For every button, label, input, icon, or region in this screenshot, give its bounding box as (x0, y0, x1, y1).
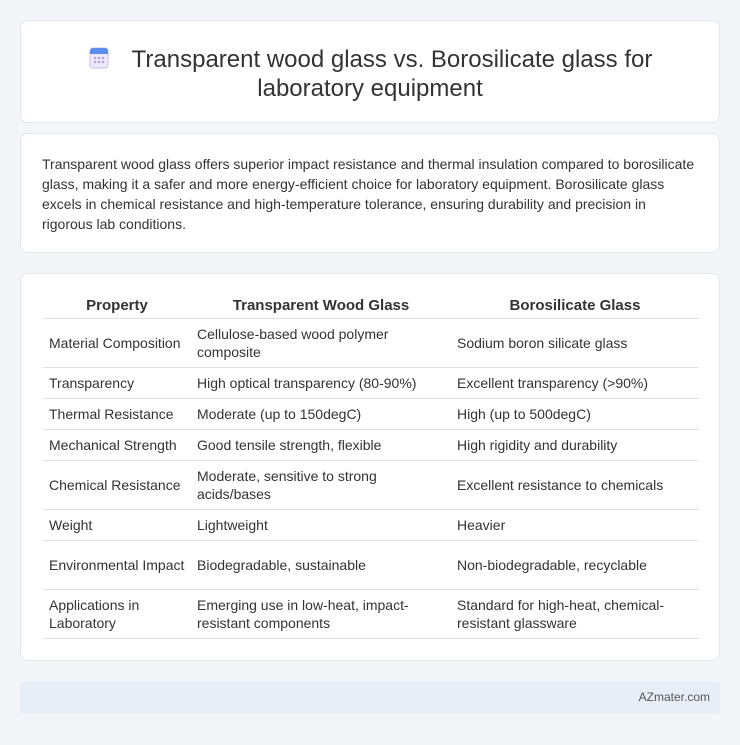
intro-paragraph: Transparent wood glass offers superior impact resistance and thermal insulation compared to borosilicate glass, making it a safer and more energy-efficient choice for laboratory equipment. Borosilicate glass excels in chemical resistance and high-temperature tolerance, ensuring durability and precision in rigorous lab conditions. (42, 156, 695, 232)
table-row (43, 589, 699, 638)
property-cell: Applications in Laboratory (43, 589, 191, 638)
wood-cell: Moderate, sensitive to strong acids/bases (191, 460, 451, 509)
table-row (43, 367, 699, 398)
table-row (43, 460, 699, 509)
title-line-1: Transparent wood glass vs. Borosilicate glass for (131, 46, 653, 73)
calculator-icon (88, 47, 110, 69)
footer-bar (20, 682, 720, 714)
borosilicate-cell: Non-biodegradable, recyclable (451, 540, 699, 589)
title-line-2: laboratory equipment (257, 75, 483, 102)
comparison-table (43, 296, 699, 639)
borosilicate-cell: Heavier (451, 509, 699, 540)
property-cell: Material Composition (43, 318, 191, 367)
table-row (43, 398, 699, 429)
borosilicate-cell: High (up to 500degC) (451, 398, 699, 429)
footer-brand[interactable]: AZmater.com (638, 690, 710, 704)
intro-card (20, 133, 720, 253)
comparison-table-card (20, 273, 720, 661)
header-property: Property (43, 296, 191, 318)
header-borosilicate: Borosilicate Glass (451, 296, 699, 318)
table-row (43, 429, 699, 460)
title-card (20, 20, 720, 123)
property-cell: Transparency (43, 367, 191, 398)
property-cell: Environmental Impact (43, 540, 191, 589)
page-title (21, 45, 719, 103)
borosilicate-cell: Standard for high-heat, chemical-resistant glassware (451, 589, 699, 638)
wood-cell: Moderate (up to 150degC) (191, 398, 451, 429)
table-row (43, 540, 699, 589)
property-cell: Chemical Resistance (43, 460, 191, 509)
header-transparent-wood: Transparent Wood Glass (191, 296, 451, 318)
table-header-row (43, 296, 699, 318)
property-cell: Thermal Resistance (43, 398, 191, 429)
borosilicate-cell: Excellent resistance to chemicals (451, 460, 699, 509)
table-row (43, 509, 699, 540)
wood-cell: Cellulose-based wood polymer composite (191, 318, 451, 367)
table-row (43, 318, 699, 367)
wood-cell: Good tensile strength, flexible (191, 429, 451, 460)
borosilicate-cell: Sodium boron silicate glass (451, 318, 699, 367)
wood-cell: Biodegradable, sustainable (191, 540, 451, 589)
property-cell: Weight (43, 509, 191, 540)
borosilicate-cell: High rigidity and durability (451, 429, 699, 460)
wood-cell: Lightweight (191, 509, 451, 540)
wood-cell: High optical transparency (80-90%) (191, 367, 451, 398)
wood-cell: Emerging use in low-heat, impact-resistant components (191, 589, 451, 638)
property-cell: Mechanical Strength (43, 429, 191, 460)
borosilicate-cell: Excellent transparency (>90%) (451, 367, 699, 398)
